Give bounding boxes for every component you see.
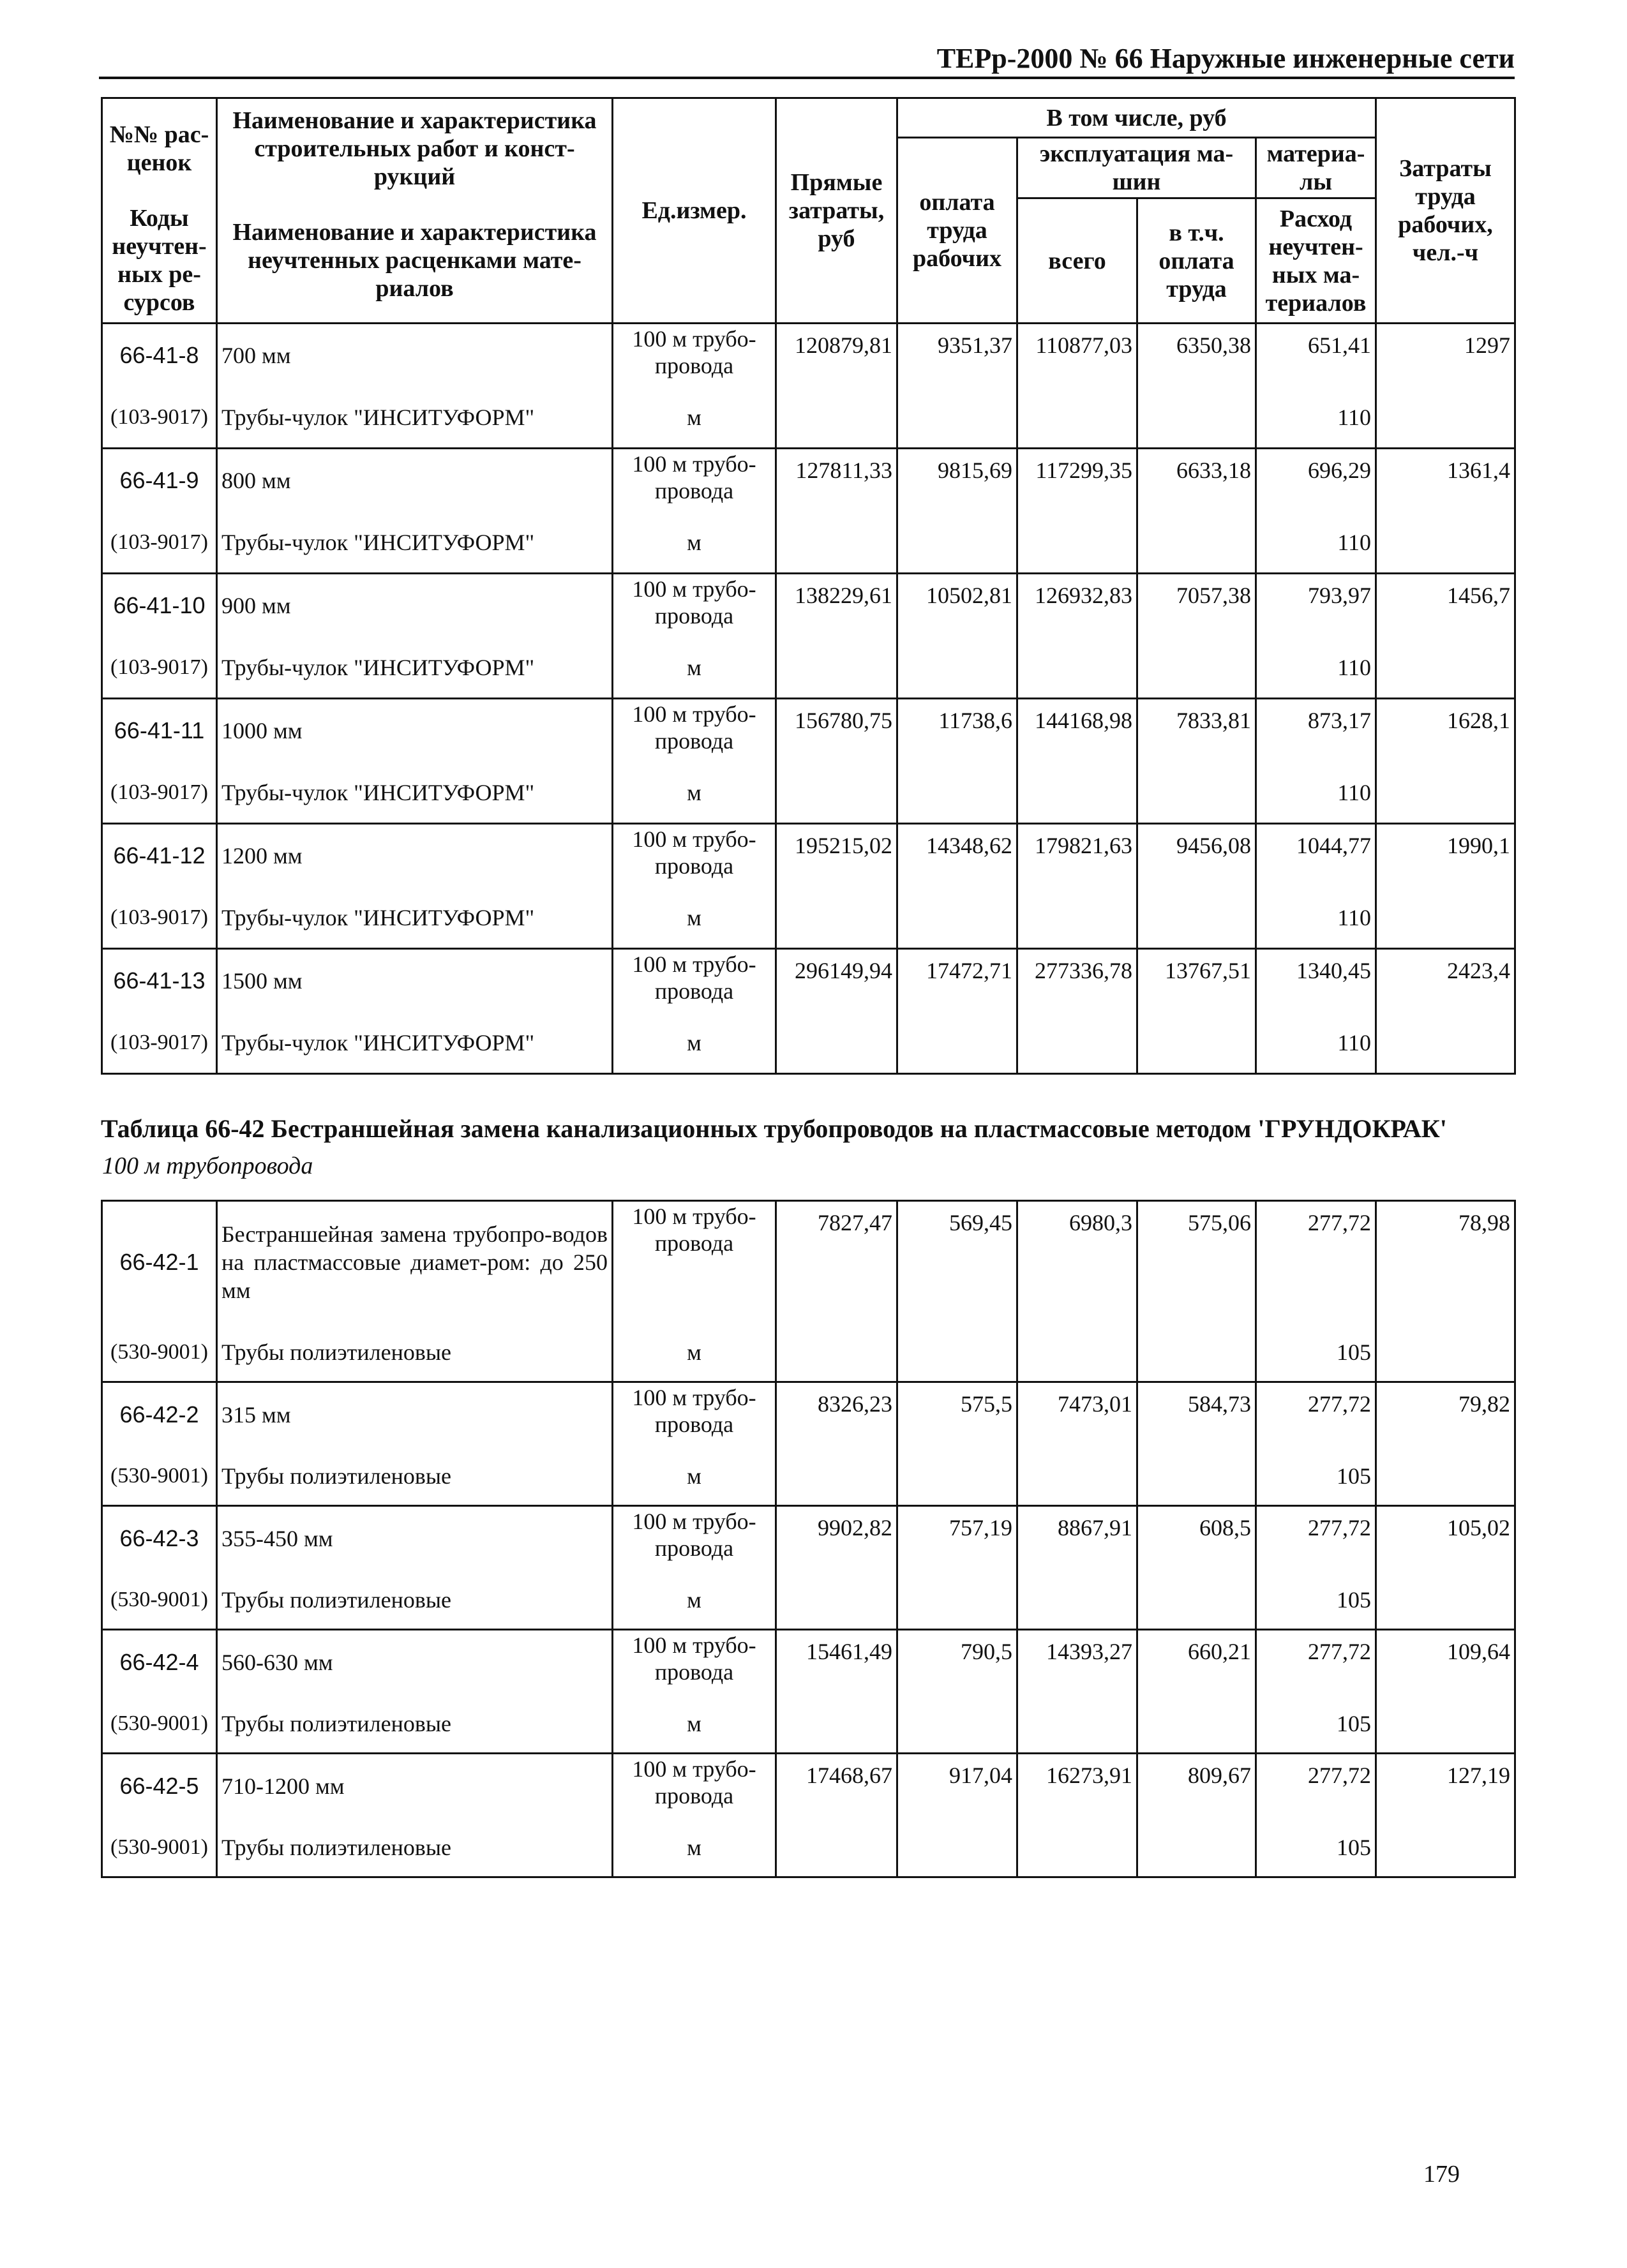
col-name-top: Наименование и характеристика строительных работ и конст-рукций [217, 98, 613, 198]
table-body [102, 1201, 1515, 1877]
table-row [102, 324, 1515, 387]
machines-total: 14393,27 [1017, 1630, 1137, 1695]
resource-unit: м [613, 387, 776, 449]
empty-cell [1017, 1695, 1137, 1754]
machines-labor: 7833,81 [1137, 699, 1256, 763]
materials: 793,97 [1256, 574, 1376, 638]
resource-code: (103-9017) [102, 512, 217, 574]
empty-cell [1376, 1695, 1515, 1754]
resource-qty: 110 [1256, 763, 1376, 824]
resource-name: Трубы полиэтиленовые [217, 1695, 613, 1754]
machines-total: 126932,83 [1017, 574, 1137, 638]
machines-labor: 9456,08 [1137, 824, 1256, 888]
machines-total: 7473,01 [1017, 1382, 1137, 1447]
table2-unit: 100 м трубопровода [102, 1153, 313, 1179]
unit: 100 м трубо-провода [613, 1630, 776, 1695]
labor-hours: 1456,7 [1376, 574, 1515, 638]
empty-cell [1017, 1013, 1137, 1074]
empty-cell [897, 638, 1017, 699]
resource-unit: м [613, 1013, 776, 1074]
col-code-bottom: Коды неучтен-ных ре-сурсов [102, 198, 217, 324]
resource-row [102, 1447, 1515, 1506]
labor-pay: 17472,71 [897, 949, 1017, 1013]
empty-cell [1137, 387, 1256, 449]
machines-total: 117299,35 [1017, 449, 1137, 512]
rate-code: 66-42-4 [102, 1630, 217, 1695]
labor-hours: 109,64 [1376, 1630, 1515, 1695]
resource-unit: м [613, 1571, 776, 1630]
resource-code: (530-9001) [102, 1819, 217, 1877]
rate-code: 66-42-5 [102, 1754, 217, 1819]
resource-name: Трубы полиэтиленовые [217, 1571, 613, 1630]
empty-cell [897, 1571, 1017, 1630]
empty-cell [1137, 1695, 1256, 1754]
resource-row [102, 888, 1515, 949]
unit: 100 м трубо-провода [613, 949, 776, 1013]
machines-labor: 608,5 [1137, 1506, 1256, 1571]
machines-total: 277336,78 [1017, 949, 1137, 1013]
resource-row [102, 1013, 1515, 1074]
empty-cell [1137, 1447, 1256, 1506]
empty-cell [776, 638, 897, 699]
empty-cell [897, 387, 1017, 449]
machines-labor: 584,73 [1137, 1382, 1256, 1447]
machines-labor: 6633,18 [1137, 449, 1256, 512]
resource-qty: 110 [1256, 512, 1376, 574]
empty-cell [1137, 638, 1256, 699]
materials: 277,72 [1256, 1201, 1376, 1324]
col-unit: Ед.измер. [613, 98, 776, 324]
resource-code: (103-9017) [102, 763, 217, 824]
table-row [102, 1754, 1515, 1819]
resource-row [102, 1695, 1515, 1754]
empty-cell [776, 387, 897, 449]
labor-hours: 1990,1 [1376, 824, 1515, 888]
direct-cost: 7827,47 [776, 1201, 897, 1324]
table-header [102, 98, 1515, 324]
labor-hours: 1628,1 [1376, 699, 1515, 763]
empty-cell [1376, 888, 1515, 949]
labor-pay: 757,19 [897, 1506, 1017, 1571]
col-mach-labor: в т.ч. оплата труда [1137, 198, 1256, 324]
table-row [102, 1201, 1515, 1324]
resource-code: (103-9017) [102, 638, 217, 699]
empty-cell [1376, 1324, 1515, 1382]
header-title: ТЕРр-2000 № 66 Наружные инженерные сети [936, 43, 1515, 74]
empty-cell [776, 1571, 897, 1630]
work-name: Бестраншейная замена трубопро-водов на пластмассовые диамет-ром: до 250 мм [217, 1201, 613, 1324]
materials: 696,29 [1256, 449, 1376, 512]
resource-code: (530-9001) [102, 1571, 217, 1630]
col-labor-cost: Затраты труда рабочих, чел.-ч [1376, 98, 1515, 324]
resource-row [102, 387, 1515, 449]
empty-cell [1376, 763, 1515, 824]
col-labor-pay: оплата труда рабочих [897, 138, 1017, 324]
machines-labor: 6350,38 [1137, 324, 1256, 387]
resource-name: Трубы-чулок "ИНСИТУФОРМ" [217, 888, 613, 949]
empty-cell [1137, 512, 1256, 574]
materials: 651,41 [1256, 324, 1376, 387]
empty-cell [1376, 512, 1515, 574]
labor-pay: 569,45 [897, 1201, 1017, 1324]
resource-row [102, 1571, 1515, 1630]
empty-cell [1017, 387, 1137, 449]
resource-qty: 105 [1256, 1819, 1376, 1877]
unit: 100 м трубо-провода [613, 449, 776, 512]
empty-cell [1137, 1324, 1256, 1382]
table-row [102, 949, 1515, 1013]
work-name: 800 мм [217, 449, 613, 512]
empty-cell [897, 763, 1017, 824]
work-name: 560-630 мм [217, 1630, 613, 1695]
machines-labor: 809,67 [1137, 1754, 1256, 1819]
group-incl: В том числе, руб [897, 98, 1376, 138]
direct-cost: 138229,61 [776, 574, 897, 638]
page-number: 179 [1423, 2161, 1460, 2188]
col-materials-top: материа-лы [1256, 138, 1376, 198]
machines-total: 144168,98 [1017, 699, 1137, 763]
empty-cell [1376, 1447, 1515, 1506]
col-direct: Прямые затраты, руб [776, 98, 897, 324]
empty-cell [1017, 638, 1137, 699]
resource-qty: 110 [1256, 387, 1376, 449]
machines-labor: 575,06 [1137, 1201, 1256, 1324]
resource-name: Трубы полиэтиленовые [217, 1447, 613, 1506]
resource-unit: м [613, 1695, 776, 1754]
empty-cell [776, 1695, 897, 1754]
empty-cell [1137, 1819, 1256, 1877]
empty-cell [776, 1819, 897, 1877]
empty-cell [1376, 1571, 1515, 1630]
machines-total: 6980,3 [1017, 1201, 1137, 1324]
rate-code: 66-41-10 [102, 574, 217, 638]
col-mach-total: всего [1017, 198, 1137, 324]
machines-total: 179821,63 [1017, 824, 1137, 888]
rate-code: 66-42-3 [102, 1506, 217, 1571]
unit: 100 м трубо-провода [613, 574, 776, 638]
materials: 1340,45 [1256, 949, 1376, 1013]
resource-code: (103-9017) [102, 387, 217, 449]
resource-qty: 105 [1256, 1571, 1376, 1630]
table2-caption: Таблица 66-42 Бестраншейная замена канализационных трубопроводов на пластмассовые методом 'ГРУНДОКРАК' [101, 1114, 1447, 1143]
rate-code: 66-41-9 [102, 449, 217, 512]
resource-name: Трубы-чулок "ИНСИТУФОРМ" [217, 387, 613, 449]
resource-unit: м [613, 638, 776, 699]
rate-code: 66-42-2 [102, 1382, 217, 1447]
labor-pay: 9815,69 [897, 449, 1017, 512]
resource-qty: 110 [1256, 638, 1376, 699]
materials: 277,72 [1256, 1630, 1376, 1695]
empty-cell [776, 1324, 897, 1382]
empty-cell [1376, 387, 1515, 449]
labor-hours: 2423,4 [1376, 949, 1515, 1013]
unit: 100 м трубо-провода [613, 1201, 776, 1324]
empty-cell [1017, 512, 1137, 574]
table-row [102, 824, 1515, 888]
resource-row [102, 1819, 1515, 1877]
labor-hours: 78,98 [1376, 1201, 1515, 1324]
resource-unit: м [613, 1324, 776, 1382]
empty-cell [1376, 638, 1515, 699]
resource-name: Трубы-чулок "ИНСИТУФОРМ" [217, 638, 613, 699]
empty-cell [776, 512, 897, 574]
rate-code: 66-41-11 [102, 699, 217, 763]
resource-name: Трубы полиэтиленовые [217, 1819, 613, 1877]
machines-total: 16273,91 [1017, 1754, 1137, 1819]
empty-cell [897, 888, 1017, 949]
labor-hours: 1297 [1376, 324, 1515, 387]
empty-cell [776, 763, 897, 824]
direct-cost: 127811,33 [776, 449, 897, 512]
labor-pay: 9351,37 [897, 324, 1017, 387]
machines-total: 8867,91 [1017, 1506, 1137, 1571]
rate-code: 66-42-1 [102, 1201, 217, 1324]
labor-hours: 79,82 [1376, 1382, 1515, 1447]
resource-unit: м [613, 1819, 776, 1877]
resource-qty: 105 [1256, 1447, 1376, 1506]
machines-labor: 7057,38 [1137, 574, 1256, 638]
labor-hours: 127,19 [1376, 1754, 1515, 1819]
resource-code: (530-9001) [102, 1324, 217, 1382]
labor-hours: 105,02 [1376, 1506, 1515, 1571]
empty-cell [1376, 1013, 1515, 1074]
empty-cell [897, 1013, 1017, 1074]
rate-code: 66-41-12 [102, 824, 217, 888]
direct-cost: 9902,82 [776, 1506, 897, 1571]
resource-unit: м [613, 512, 776, 574]
group-machines: эксплуатация ма-шин [1017, 138, 1256, 198]
resource-name: Трубы полиэтиленовые [217, 1324, 613, 1382]
col-code-top: №№ рас-ценок [102, 98, 217, 198]
direct-cost: 296149,94 [776, 949, 897, 1013]
resource-qty: 105 [1256, 1695, 1376, 1754]
empty-cell [1017, 1447, 1137, 1506]
empty-cell [1137, 1571, 1256, 1630]
empty-cell [1376, 1819, 1515, 1877]
labor-pay: 575,5 [897, 1382, 1017, 1447]
unit: 100 м трубо-провода [613, 1754, 776, 1819]
col-name-bottom: Наименование и характеристика неучтенных расценками мате-риалов [217, 198, 613, 324]
machines-labor: 13767,51 [1137, 949, 1256, 1013]
resource-row [102, 763, 1515, 824]
materials: 873,17 [1256, 699, 1376, 763]
materials: 1044,77 [1256, 824, 1376, 888]
unit: 100 м трубо-провода [613, 1382, 776, 1447]
direct-cost: 156780,75 [776, 699, 897, 763]
resource-name: Трубы-чулок "ИНСИТУФОРМ" [217, 763, 613, 824]
empty-cell [1017, 888, 1137, 949]
labor-pay: 790,5 [897, 1630, 1017, 1695]
direct-cost: 120879,81 [776, 324, 897, 387]
work-name: 710-1200 мм [217, 1754, 613, 1819]
rates-table-66-42 [101, 1200, 1516, 1878]
table-body [102, 324, 1515, 1074]
resource-name: Трубы-чулок "ИНСИТУФОРМ" [217, 512, 613, 574]
direct-cost: 195215,02 [776, 824, 897, 888]
unit: 100 м трубо-провода [613, 699, 776, 763]
resource-row [102, 1324, 1515, 1382]
table-row [102, 1630, 1515, 1695]
empty-cell [1017, 763, 1137, 824]
empty-cell [897, 1819, 1017, 1877]
empty-cell [897, 1695, 1017, 1754]
empty-cell [776, 888, 897, 949]
work-name: 900 мм [217, 574, 613, 638]
col-materials-bottom: Расход неучтен-ных ма-териалов [1256, 198, 1376, 324]
resource-code: (530-9001) [102, 1447, 217, 1506]
resource-qty: 110 [1256, 1013, 1376, 1074]
table-row [102, 699, 1515, 763]
empty-cell [1137, 888, 1256, 949]
empty-cell [897, 1447, 1017, 1506]
resource-code: (103-9017) [102, 888, 217, 949]
empty-cell [776, 1447, 897, 1506]
work-name: 1000 мм [217, 699, 613, 763]
materials: 277,72 [1256, 1382, 1376, 1447]
machines-labor: 660,21 [1137, 1630, 1256, 1695]
rate-code: 66-41-8 [102, 324, 217, 387]
unit: 100 м трубо-провода [613, 824, 776, 888]
rates-table-66-41 [101, 97, 1516, 1075]
labor-hours: 1361,4 [1376, 449, 1515, 512]
resource-code: (103-9017) [102, 1013, 217, 1074]
empty-cell [1017, 1571, 1137, 1630]
unit: 100 м трубо-провода [613, 1506, 776, 1571]
materials: 277,72 [1256, 1506, 1376, 1571]
resource-qty: 110 [1256, 888, 1376, 949]
direct-cost: 8326,23 [776, 1382, 897, 1447]
empty-cell [897, 512, 1017, 574]
resource-name: Трубы-чулок "ИНСИТУФОРМ" [217, 1013, 613, 1074]
direct-cost: 15461,49 [776, 1630, 897, 1695]
resource-qty: 105 [1256, 1324, 1376, 1382]
machines-total: 110877,03 [1017, 324, 1137, 387]
labor-pay: 917,04 [897, 1754, 1017, 1819]
empty-cell [897, 1324, 1017, 1382]
rate-code: 66-41-13 [102, 949, 217, 1013]
table-row [102, 574, 1515, 638]
resource-unit: м [613, 888, 776, 949]
direct-cost: 17468,67 [776, 1754, 897, 1819]
work-name: 355-450 мм [217, 1506, 613, 1571]
resource-code: (530-9001) [102, 1695, 217, 1754]
table-row [102, 449, 1515, 512]
empty-cell [776, 1013, 897, 1074]
work-name: 700 мм [217, 324, 613, 387]
empty-cell [1017, 1819, 1137, 1877]
empty-cell [1137, 1013, 1256, 1074]
work-name: 1500 мм [217, 949, 613, 1013]
table-row [102, 1382, 1515, 1447]
running-header [99, 40, 1515, 79]
materials: 277,72 [1256, 1754, 1376, 1819]
resource-row [102, 638, 1515, 699]
labor-pay: 10502,81 [897, 574, 1017, 638]
unit: 100 м трубо-провода [613, 324, 776, 387]
resource-unit: м [613, 763, 776, 824]
table-row [102, 1506, 1515, 1571]
work-name: 1200 мм [217, 824, 613, 888]
resource-unit: м [613, 1447, 776, 1506]
work-name: 315 мм [217, 1382, 613, 1447]
empty-cell [1017, 1324, 1137, 1382]
empty-cell [1137, 763, 1256, 824]
labor-pay: 14348,62 [897, 824, 1017, 888]
labor-pay: 11738,6 [897, 699, 1017, 763]
resource-row [102, 512, 1515, 574]
